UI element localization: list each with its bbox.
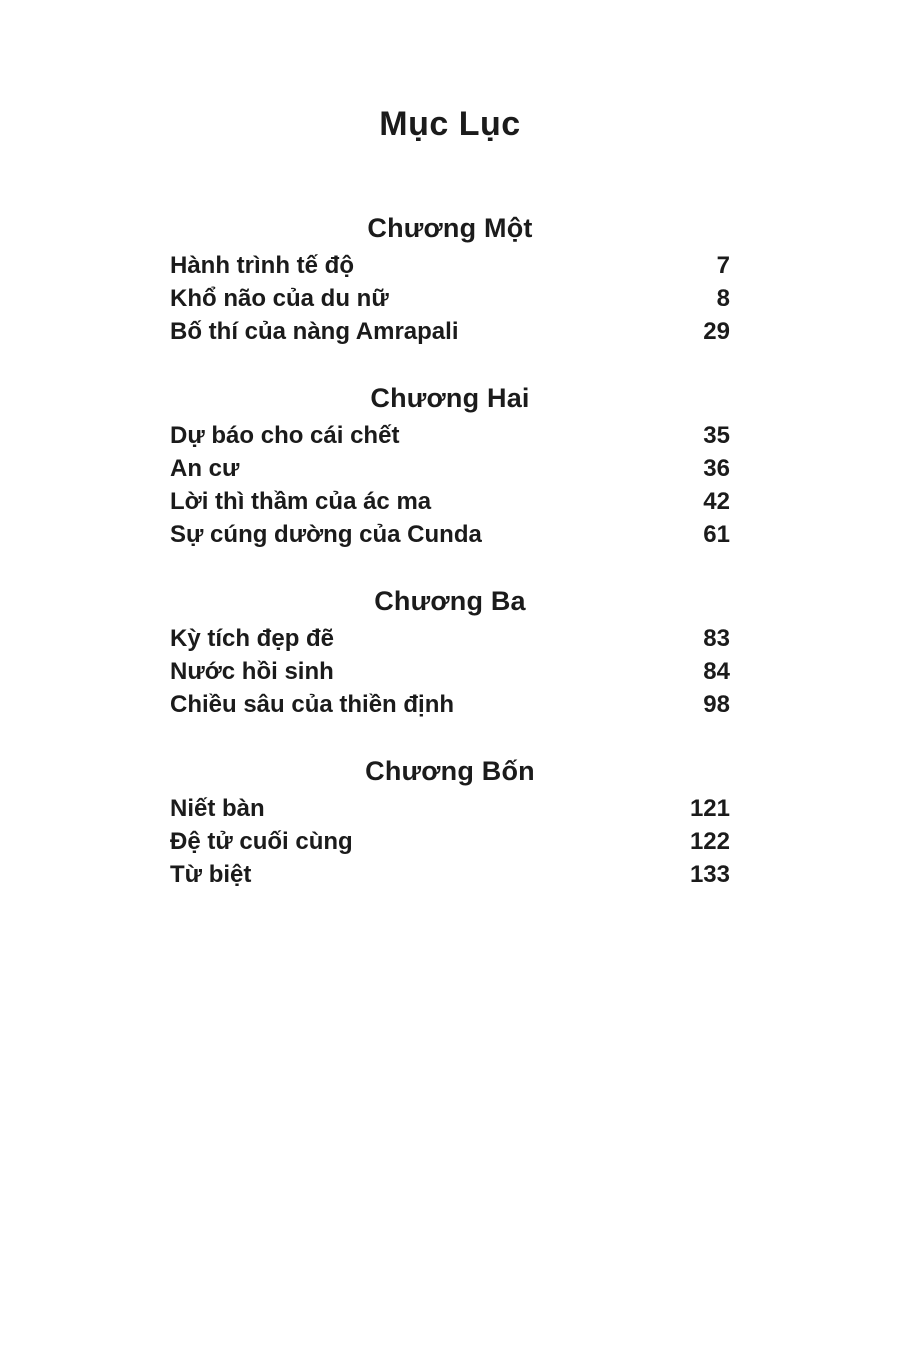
chapter-heading: Chương Bốn [365,756,535,786]
chapter-heading: Chương Hai [370,383,530,413]
toc-entry-page-number: 84 [703,658,730,685]
toc-entry-page-number: 7 [716,252,730,279]
toc-entry [170,419,730,452]
toc-entry-title: Lời thì thầm của ác ma [170,488,432,515]
chapter-heading: Chương Một [367,213,533,243]
toc-entry-title: Kỳ tích đẹp đẽ [170,625,335,652]
toc-entry-title: Đệ tử cuối cùng [170,828,353,855]
toc-entry-title: An cư [170,455,240,482]
chapter-heading: Chương Ba [374,586,526,616]
toc-entry [170,825,730,858]
page-title: Mục Lục [379,105,521,143]
toc-entry [170,858,730,891]
chapter-section-four [170,753,730,891]
toc-entry-title: Hành trình tế độ [170,252,354,279]
toc-entry [170,518,730,551]
toc-entry-page-number: 98 [703,691,730,718]
toc-entry [170,452,730,485]
toc-entry-title: Khổ não của du nữ [170,285,389,312]
toc-entry [170,249,730,282]
toc-entry-page-number: 133 [689,861,730,888]
toc-entry [170,655,730,688]
chapter-section-three [170,583,730,721]
toc-entry-title: Từ biệt [170,861,252,888]
toc-entry-page-number: 42 [703,488,730,515]
toc-entry-page-number: 35 [703,422,730,449]
toc-entry-page-number: 29 [703,318,730,345]
toc-entry-page-number: 83 [703,625,730,652]
toc-entry-title: Chiều sâu của thiền định [170,691,455,718]
chapter-section-two [170,380,730,551]
toc-entry [170,622,730,655]
chapter-section-one [170,210,730,348]
toc-entry [170,485,730,518]
toc-entry [170,315,730,348]
toc-entry-page-number: 8 [716,285,730,312]
toc-entry-title: Dự báo cho cái chết [170,422,400,449]
toc-entry [170,792,730,825]
toc-entry-page-number: 61 [703,521,730,548]
toc-entry [170,282,730,315]
toc-entry-page-number: 36 [703,455,730,482]
toc-entry-title: Niết bàn [170,795,265,822]
toc-entry-title: Nước hồi sinh [170,658,334,685]
toc-entry-title: Sự cúng dường của Cunda [170,521,482,548]
toc-entry-page-number: 122 [689,828,730,855]
toc-entry [170,688,730,721]
toc-entry-page-number: 121 [689,795,730,822]
toc-entry-title: Bố thí của nàng Amrapali [170,318,459,345]
